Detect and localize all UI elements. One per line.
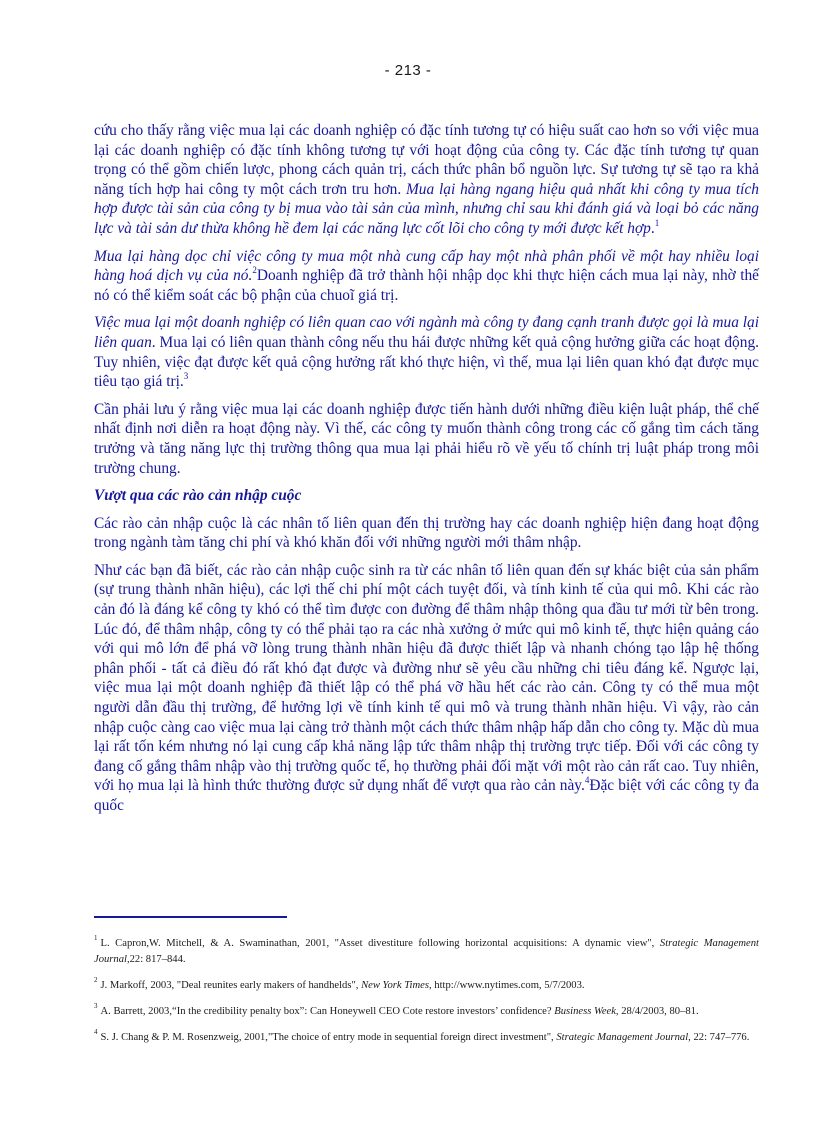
footnote-ref-3[interactable]: 3 xyxy=(183,371,189,381)
footnote-citation: ,22: 817–844. xyxy=(126,954,186,965)
footnote-4 xyxy=(94,1030,759,1046)
footnote-citation: , 22: 747–776. xyxy=(688,1032,750,1043)
paragraph-5: Các rào cản nhập cuộc là các nhân tố liên quan đến thị trường hay các doanh nghiệp hiện đang hoạt động trong ngành tàm tăng chi phí và khó khăn đối với những người mới thâm nhập. xyxy=(94,514,759,552)
footnote-text: A. Barrett, 2003,“In the credibility penalty box”: Can Honeywell CEO Cote restore investors’ confidence? xyxy=(100,1006,555,1017)
paragraph-6-end: Đặc biệt với các công ty đa quốc xyxy=(94,777,759,814)
footnote-number: 3 xyxy=(94,1002,98,1011)
paragraph-2-text: Doanh nghiệp đã trở thành hội nhập dọc khi thực hiện cách mua lại này, nhờ thế nó có thể kiểm soát các bộ phận của chuoĩ giá trị. xyxy=(94,267,760,304)
footnote-ref-4[interactable]: 4 xyxy=(584,775,590,786)
body-text xyxy=(94,121,759,824)
paragraph-2 xyxy=(94,247,759,306)
footnotes xyxy=(94,936,759,1056)
footnote-text: J. Markoff, 2003, "Deal reunites early makers of handhelds", xyxy=(100,980,362,991)
footnote-1 xyxy=(94,936,759,968)
footnote-ref-2[interactable]: 2 xyxy=(252,265,257,276)
footnote-number: 1 xyxy=(94,934,98,943)
paragraph-2-italic: Mua lại hàng dọc chỉ việc công ty mua một nhà cung cấp hay một nhà phân phối về một hay nhiều loại hàng hoá dịch vụ của nó. xyxy=(94,247,759,285)
footnote-2 xyxy=(94,978,759,994)
paragraph-3 xyxy=(94,313,759,391)
paragraph-1-end: . xyxy=(650,219,655,237)
paragraph-3-italic: Việc mua lại một doanh nghiệp có liên quan cao với ngành mà công ty đang cạnh tranh được gọi là mua lại liên quan xyxy=(94,314,759,351)
footnote-number: 2 xyxy=(94,976,98,985)
footnote-journal: Strategic Management Journal xyxy=(94,938,759,965)
footnote-journal: New York Times xyxy=(361,980,429,991)
footnote-3 xyxy=(94,1004,759,1020)
paragraph-6-text: Như các bạn đã biết, các rào cản nhập cuộc sinh ra từ các nhân tố liên quan đến sự khác biệt của sản phẩm (sự trung thành nhãn hiệu), các lợi thế chi phí một cách tuyệt đối, và tính kinh tế của qui mô. Khi các rào cản đó là đáng kể công ty khó có thể tìm được con đường để thâm nhập thông qua đầu tư mới từ bên trong. Lúc đó, để thâm nhập, công ty có thể phải tạo ra các nhà xưởng ở mức qui mô kinh tế, thực hiện quảng cáo với qui mô lớn để phá vỡ lòng trung thành nhãn hiệu đã được thiết lập và nhanh chóng tạo lập hệ thống phân phối - tất cả điều đó rất khó đạt được và đường như sẽ yêu cầu những chi tiêu đáng kể. Ngược lại, việc mua lại một doanh nghiệp đã thiết lập có thể phá vỡ hầu hết các rào cản. Công ty có thể mua một người dẫn đầu thị trường, để hưởng lợi về tính kinh tế qui mô và trung thành nhãn hiệu. Vì vậy, rào cản nhập cuộc càng cao việc mua lại càng trở thành một cách thức thâm nhập hấp dẫn cho công ty. Mặc dù mua lại rất tốn kém nhưng nó lại cung cấp khả năng lập tức thâm nhập thị trường trực tiếp. Đối với các công ty đang cố gắng thâm nhập vào thị trường quốc tế, họ thường phải đối mặt với một rào cản rất cao. Tuy nhiên, với họ mua lại là hình thức thường được sử dụng nhất để vượt qua rào cản này. xyxy=(94,561,759,795)
footnote-number: 4 xyxy=(94,1028,98,1037)
footnote-citation: , 28/4/2003, 80–81. xyxy=(615,1006,699,1017)
paragraph-1-italic: Mua lại hàng ngang hiệu quả nhất khi công ty mua tích hợp được tài sản của công ty bị mua vào tài sản của mình, nhưng chỉ sau khi đánh giá và loại bỏ các năng lực và tài sản dư thừa không hề đem lại các năng lực cốt lõi cho công ty mới được kết hợp xyxy=(94,180,759,237)
footnote-text: S. J. Chang & P. M. Rosenzweig, 2001,"The choice of entry mode in sequential foreign direct investment", xyxy=(100,1032,557,1043)
paragraph-1-text: cứu cho thấy rằng việc mua lại các doanh nghiệp có đặc tính tương tự có hiệu suất cao hơn so với việc mua lại các doanh nghiệp có đặc tính không tương tự với hoạt động của công ty. Các đặc tính tương tự quan trọng có thể gồm chiến lược, phong cách quản trị, cách thức phân bổ nguồn lực. Sự tương tự sẽ tạo ra khả năng tích hợp hai công ty một cách trơn tru hơn. xyxy=(94,122,759,198)
paragraph-6 xyxy=(94,561,759,816)
footnote-journal: Strategic Management Journal xyxy=(556,1032,689,1043)
footnote-journal: Business Week xyxy=(554,1006,616,1017)
footnote-separator xyxy=(94,916,287,918)
footnote-ref-1[interactable]: 1 xyxy=(654,217,660,228)
footnote-citation: , http://www.nytimes.com, 5/7/2003. xyxy=(428,980,585,991)
paragraph-3-text: . Mua lại có liên quan thành công nếu thu hái được những kết quả cộng hưởng giữa các hoạt động. Tuy nhiên, việc đạt được kết quả cộng hưởng rất khó thực hiện, vì thế, mua lại liên quan khó đạt được mục tiêu tạo giá trị. xyxy=(94,333,759,391)
page-number: - 213 - xyxy=(384,62,432,79)
section-heading: Vượt qua các rào cản nhập cuộc xyxy=(94,487,302,505)
footnote-text: L. Capron,W. Mitchell, & A. Swaminathan, 2001, "Asset divestiture following horizontal acquisitions: A dynamic view", xyxy=(100,938,660,949)
paragraph-1 xyxy=(94,121,759,239)
paragraph-4: Cần phải lưu ý rằng việc mua lại các doanh nghiệp được tiến hành dưới những điều kiện luật pháp, thể chế nhất định nơi diễn ra hoạt động này. Vì thế, các công ty muốn thành công trong các cố gắng tìm cách tăng trưởng và tăng năng lực thị trường thông qua mua lại phải hiểu rõ về yếu tố chính trị luật pháp trong môi trường chung. xyxy=(94,400,759,477)
